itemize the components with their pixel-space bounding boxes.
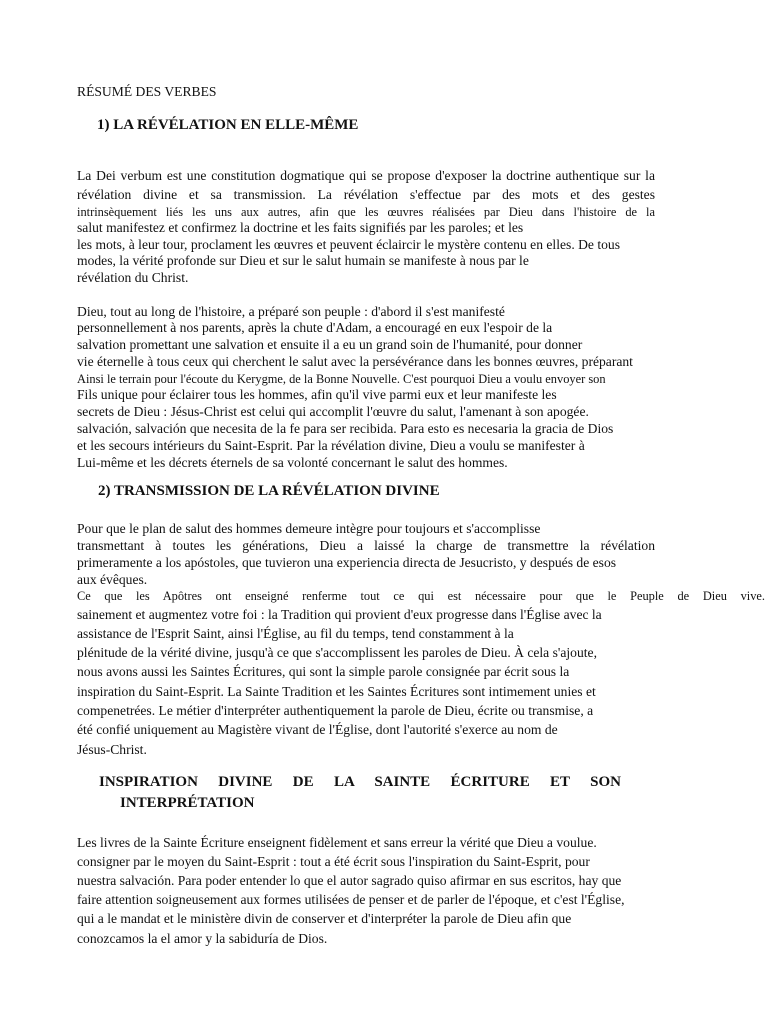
section-3-heading: INSPIRATION DIVINE DE LA SAINTE ÉCRITURE ET SON	[99, 774, 621, 790]
text-line: inspiration du Saint-Esprit. La Sainte Tradition et les Saintes Écritures sont intimement unies et	[77, 684, 596, 699]
text-line: compenetrées. Le métier d'interpréter authentiquement la parole de Dieu, écrite ou transmise, a	[77, 703, 594, 718]
section-3-heading-continued: INTERPRÉTATION	[120, 795, 255, 811]
text-line: intrinsèquement liés les uns aux autres, afin que les œuvres réalisées par Dieu dans l'histoire de la	[77, 205, 655, 219]
text-line: nous avons aussi les Saintes Écritures, qui sont la simple parole consignée par écrit sous la	[77, 664, 570, 679]
text-line: Pour que le plan de salut des hommes demeure intègre pour toujours et s'accomplisse	[77, 521, 541, 536]
text-line: Ainsi le terrain pour l'écoute du Kerygme, de la Bonne Nouvelle. C'est pourquoi Dieu a voulu envoyer son	[77, 372, 606, 386]
text-line: modes, la vérité profonde sur Dieu et sur le salut humain se manifeste à nous par le	[77, 253, 529, 268]
text-line: et les secours intérieurs du Saint-Esprit. Par la révélation divine, Dieu a voulu se manifester à	[77, 438, 585, 453]
text-line: salut manifestez et confirmez la doctrine et les faits signifiés par les paroles; et les	[77, 220, 524, 235]
text-line: aux évêques.	[77, 572, 148, 587]
text-line: transmettant à toutes les générations, Dieu a laissé la charge de transmettre la révélation	[77, 538, 655, 553]
text-line: nuestra salvación. Para poder entender lo que el autor sagrado quiso afirmar en sus escritos, hay que	[77, 873, 622, 888]
text-line: conozcamos la el amor y la sabiduría de Dios.	[77, 931, 328, 946]
text-line: La Dei verbum est une constitution dogmatique qui se propose d'exposer la doctrine authentique sur la	[77, 168, 655, 183]
text-line: Les livres de la Sainte Écriture enseignent fidèlement et sans erreur la vérité que Dieu a voulue.	[77, 835, 597, 850]
text-line: révélation du Christ.	[77, 270, 189, 285]
text-line: Jésus-Christ.	[77, 742, 147, 757]
section-2-heading: 2) TRANSMISSION DE LA RÉVÉLATION DIVINE	[98, 483, 440, 499]
text-line: Ce que les Apôtres ont enseigné renferme tout ce qui est nécessaire pour que le Peuple de Dieu vive.	[77, 589, 765, 603]
text-line: vie éternelle à tous ceux qui cherchent le salut avec la persévérance dans les bonnes œuvres, préparant	[77, 354, 633, 369]
text-line: Dieu, tout au long de l'histoire, a préparé son peuple : d'abord il s'est manifesté	[77, 304, 505, 319]
text-line: consigner par le moyen du Saint-Esprit : tout a été écrit sous l'inspiration du Saint-Esprit, pour	[77, 854, 590, 869]
text-line: assistance de l'Esprit Saint, ainsi l'Église, au fil du temps, tend constamment à la	[77, 626, 514, 641]
text-line: primeramente a los apóstoles, que tuvieron una experiencia directa de Jesucristo, y después de esos	[77, 555, 617, 570]
section-1-heading: 1) LA RÉVÉLATION EN ELLE-MÊME	[97, 117, 359, 133]
text-line: secrets de Dieu : Jésus-Christ est celui qui accomplit l'œuvre du salut, l'amenant à son apogée.	[77, 404, 589, 419]
text-line: salvation promettant une salvation et ensuite il a eu un grand soin de l'humanité, pour donner	[77, 337, 583, 352]
text-line: salvación, salvación que necesita de la fe para ser recibida. Para esto es necesaria la gracia de Dios	[77, 421, 614, 436]
text-line: personnellement à nos parents, après la chute d'Adam, a encouragé en eux l'espoir de la	[77, 320, 553, 335]
text-line: les mots, à leur tour, proclament les œuvres et peuvent éclaircir le mystère contenu en elles. De tous	[77, 237, 621, 252]
document-title: RÉSUMÉ DES VERBES	[77, 84, 217, 99]
text-line: été confié uniquement au Magistère vivant de l'Église, dont l'autorité s'exerce au nom de	[77, 722, 558, 737]
text-line: faire attention soigneusement aux formes utilisées de penser et de parler de l'époque, et c'est l'Église,	[77, 892, 625, 907]
text-line: plénitude de la vérité divine, jusqu'à ce que s'accomplissent les paroles de Dieu. À cela s'ajoute,	[77, 645, 597, 660]
text-line: Lui-même et les décrets éternels de sa volonté concernant le salut des hommes.	[77, 455, 508, 470]
text-line: qui a le mandat et le ministère divin de conserver et d'interpréter la parole de Dieu afin que	[77, 911, 572, 926]
text-line: révélation divine et sa transmission. La révélation s'effectue par des mots et des gestes	[77, 187, 655, 202]
text-line: Fils unique pour éclairer tous les hommes, afin qu'il vive parmi eux et leur manifeste les	[77, 387, 557, 402]
text-line: sainement et augmentez votre foi : la Tradition qui provient d'eux progresse dans l'Église avec la	[77, 607, 602, 622]
